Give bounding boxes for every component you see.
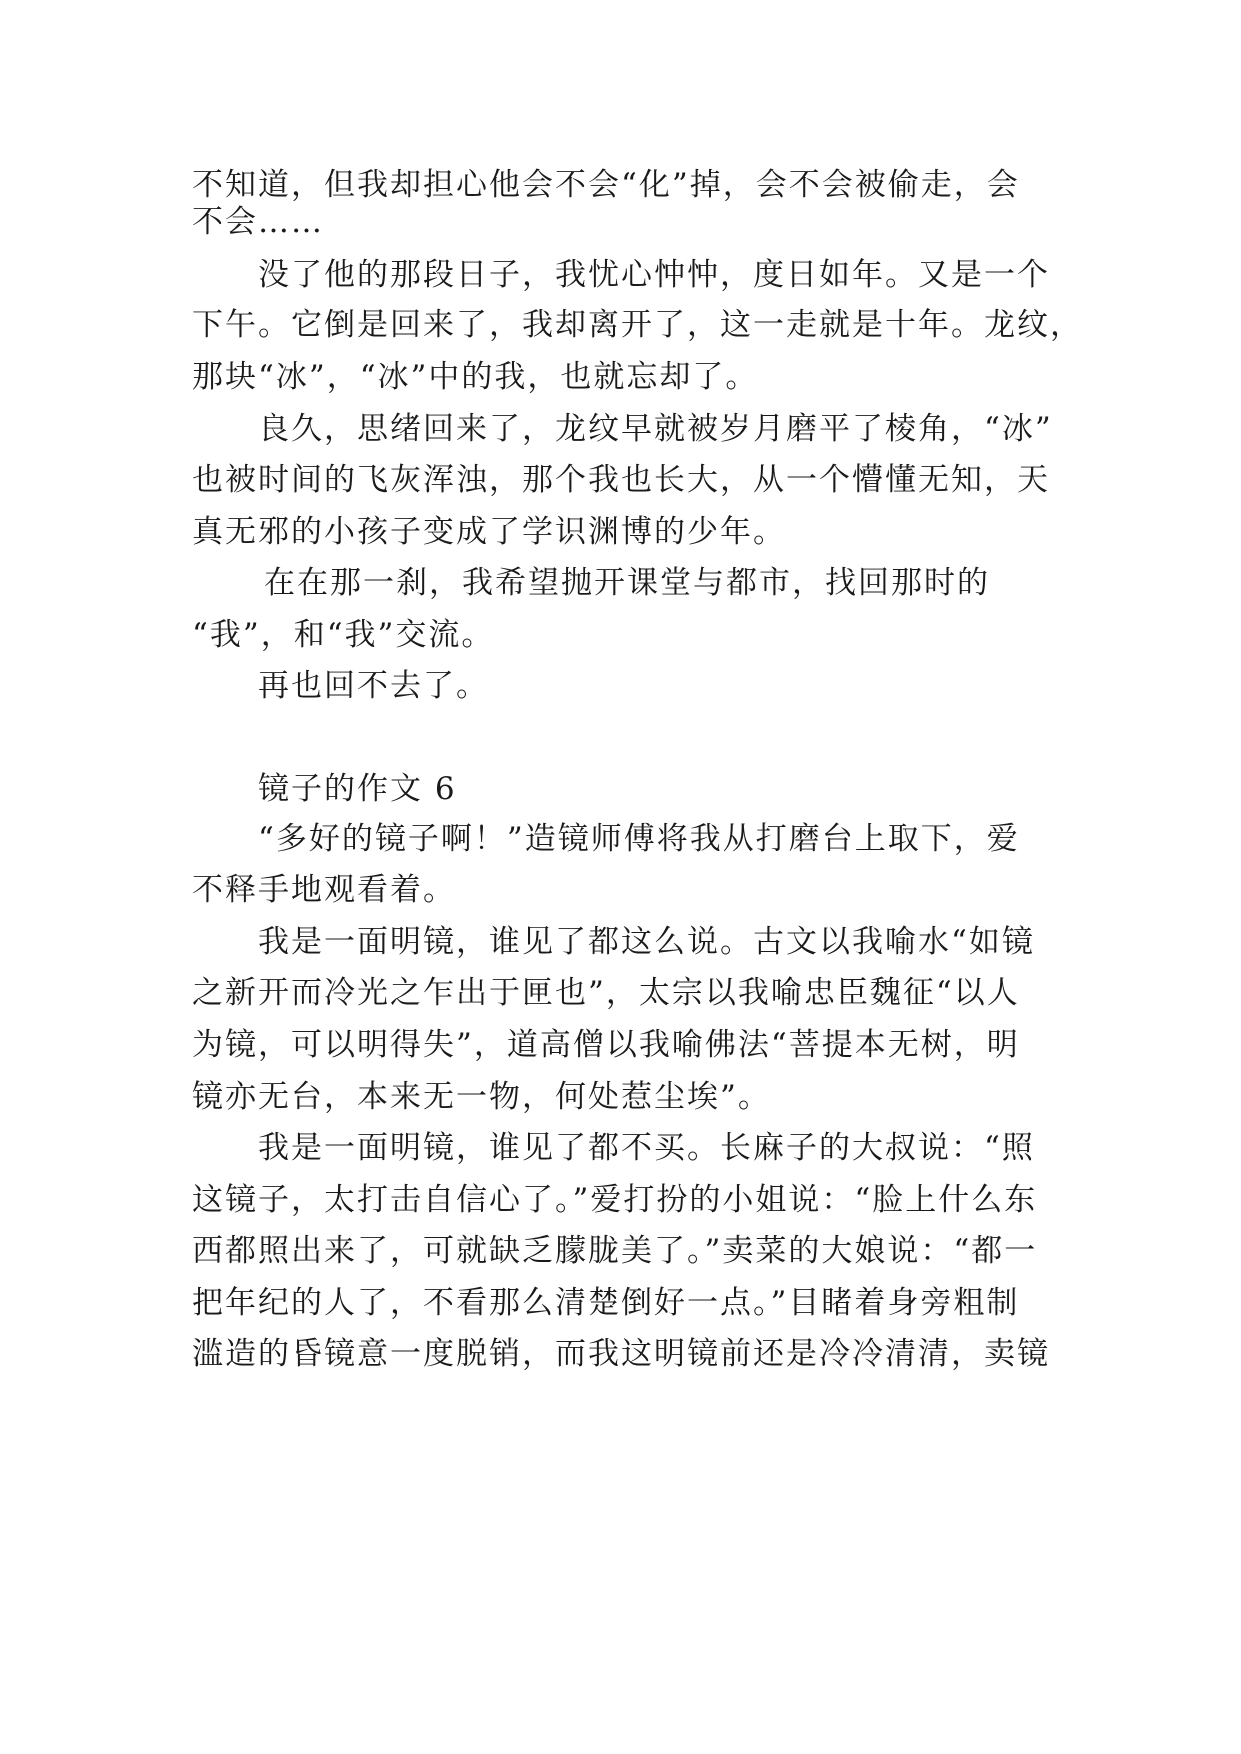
text-line: 为镜，可以明得失”，道高僧以我喻佛法“菩提本无树，明 (192, 1027, 1020, 1063)
text-line: 西都照出来了，可就缺乏朦胧美了。”卖菜的大娘说：“都一 (192, 1233, 1038, 1269)
text-line: 不会…… (192, 204, 324, 240)
text-line: 把年纪的人了，不看那么清楚倒好一点。”目睹着身旁粗制 (192, 1285, 1020, 1321)
text-line: 这镜子，太打击自信心了。”爱打扮的小姐说：“脸上什么东 (192, 1182, 1038, 1218)
text-line: 良久，思绪回来了，龙纹早就被岁月磨平了棱角，“冰” (258, 411, 1053, 447)
text-line: 再也回不去了。 (258, 668, 489, 704)
text-line: 不知道，但我却担心他会不会“化”掉，会不会被偷走，会 (192, 167, 1020, 203)
text-line: 之新开而冷光之乍出于匣也”，太宗以我喻忠臣魏征“以人 (192, 975, 1020, 1011)
text-line: 真无邪的小孩子变成了学识渊博的少年。 (192, 514, 786, 550)
text-line: “多好的镜子啊！”造镜师傅将我从打磨台上取下，爱 (258, 821, 1020, 857)
text-line: 不释手地观看着。 (192, 872, 456, 908)
text-line: 下午。它倒是回来了，我却离开了，这一走就是十年。龙纹， (192, 307, 1083, 343)
text-line: 那块“冰”，“冰”中的我，也就忘却了。 (192, 359, 759, 395)
text-line: 我是一面明镜，谁见了都不买。长麻子的大叔说：“照 (258, 1130, 1035, 1166)
text-line: 滥造的昏镜意一度脱销，而我这明镜前还是冷冷清清，卖镜 (192, 1336, 1050, 1372)
section-heading: 镜子的作文 6 (258, 771, 457, 807)
text-line: 我是一面明镜，谁见了都这么说。古文以我喻水“如镜 (258, 924, 1035, 960)
text-line: “我”，和“我”交流。 (192, 617, 495, 653)
text-line: 在在那一刹，我希望抛开课堂与都市，找回那时的 (264, 565, 990, 601)
text-line: 镜亦无台，本来无一物，何处惹尘埃”。 (192, 1079, 771, 1115)
text-line: 没了他的那段日子，我忧心忡忡，度日如年。又是一个 (258, 257, 1050, 293)
text-line: 也被时间的飞灰浑浊，那个我也长大，从一个懵懂无知，天 (192, 462, 1050, 498)
